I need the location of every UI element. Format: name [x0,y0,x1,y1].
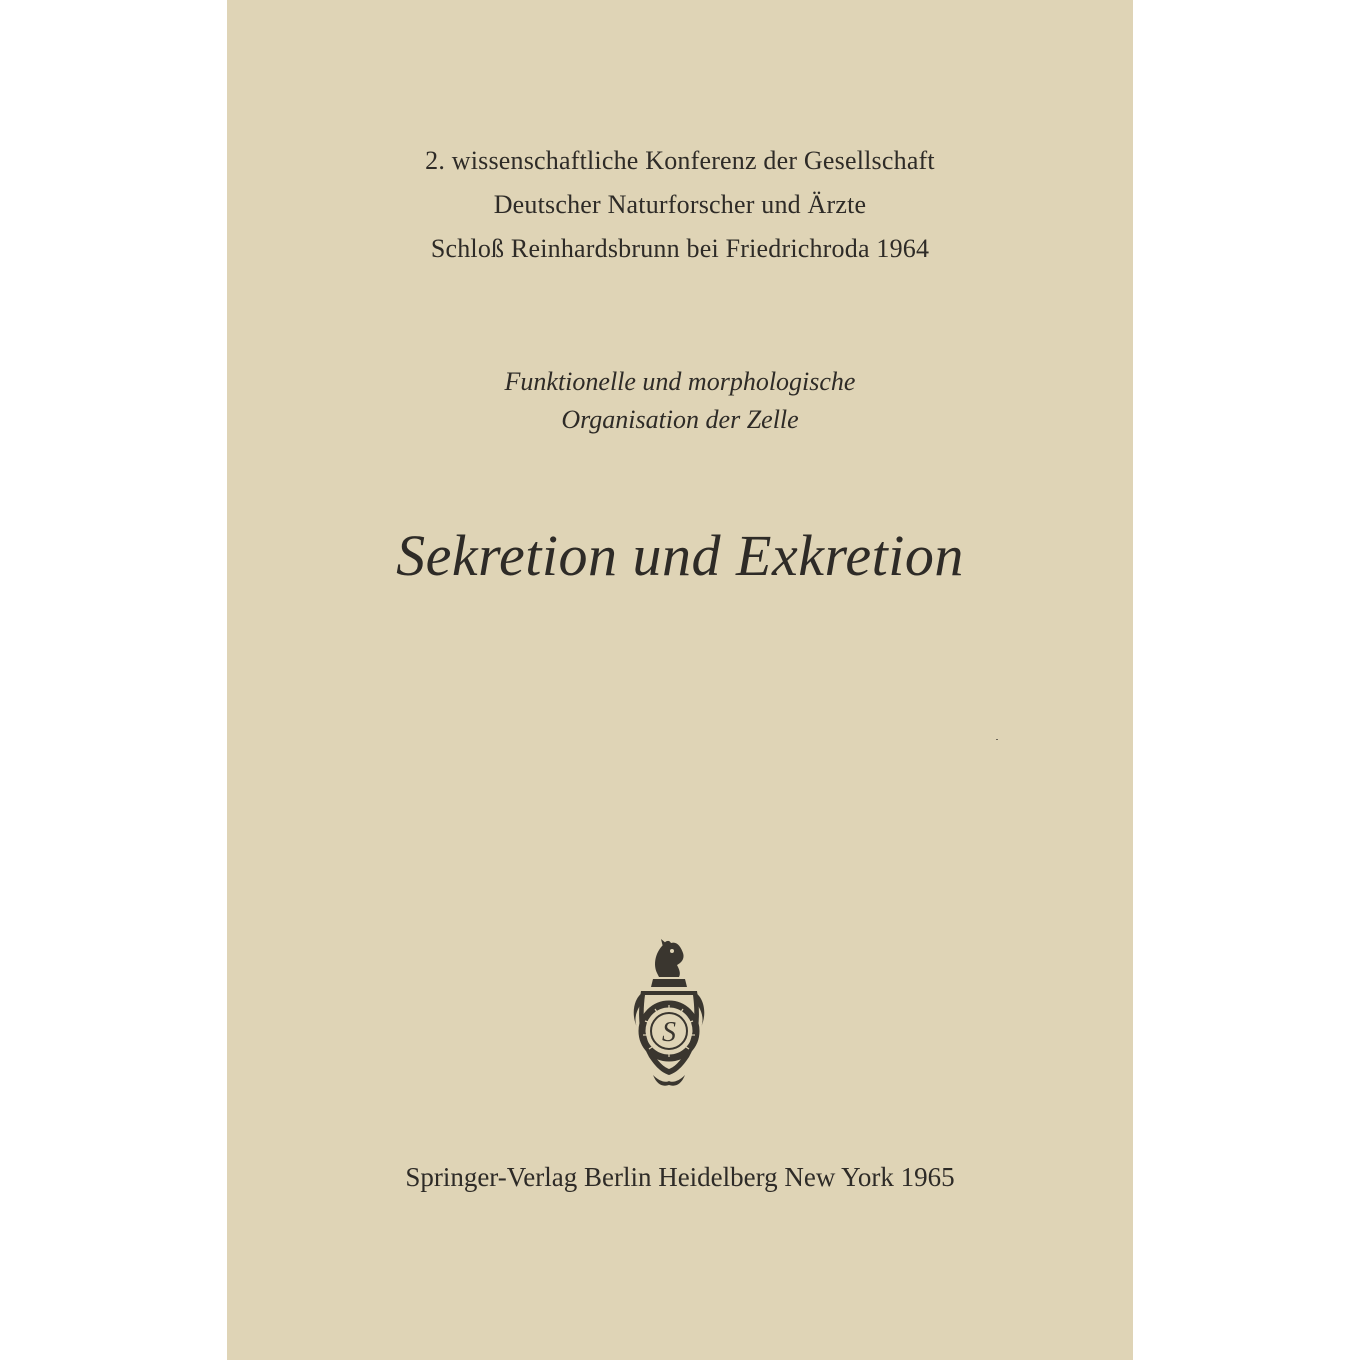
conference-line-3: Schloß Reinhardsbrunn bei Friedrichroda 1964 [430,234,930,263]
subtitle-line-2: Organisation der Zelle [561,405,799,434]
conference-line-2: Deutscher Naturforscher und Ärzte [493,190,867,219]
book-title: Sekretion und Exkretion [396,523,964,588]
book-cover [227,0,1133,1360]
print-speck [996,739,998,740]
conference-line-1: 2. wissenschaftliche Konferenz der Gesellschaft [425,146,935,175]
springer-knight-emblem-icon [623,935,715,1087]
emblem-letter: S [662,1017,676,1048]
publisher-imprint: Springer-Verlag Berlin Heidelberg New York 1965 [405,1162,955,1192]
subtitle-line-1: Funktionelle und morphologische [504,367,856,396]
